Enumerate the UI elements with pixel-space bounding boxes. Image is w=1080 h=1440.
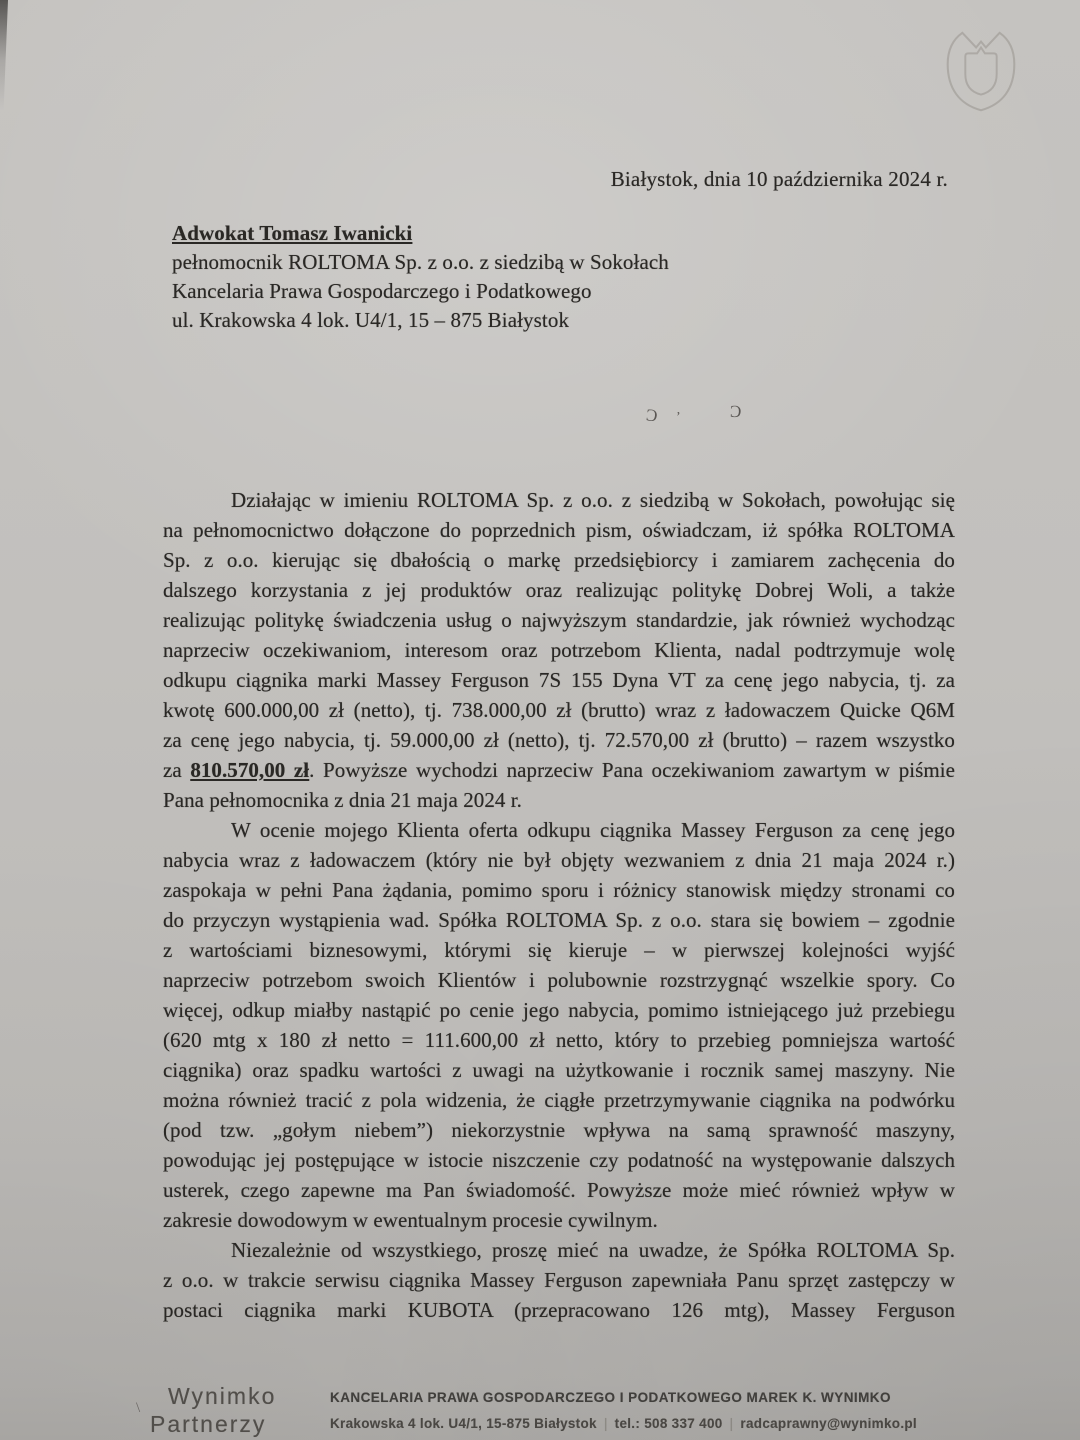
body-line: z o.o. w trakcie serwisu ciągnika Massey Ferguson zapewniała Panu sprzęt zastępczy w: [163, 1268, 955, 1292]
body-line: nabycia wraz z ładowaczem (który nie był objęty wezwaniem z dnia 21 maja 2024 r.): [163, 848, 955, 872]
body-line: realizując politykę świadczenia usług o najwyższym standardzie, jak również wychodząc: [163, 608, 955, 632]
sender-name: Adwokat Tomasz Iwanicki: [172, 221, 413, 245]
body-line: Niezależnie od wszystkiego, proszę mieć na uwadze, że Spółka ROLTOMA Sp.: [231, 1238, 955, 1262]
body-line: W ocenie mojego Klienta oferta odkupu ciągnika Massey Ferguson za cenę jego: [231, 818, 955, 842]
body-line: powodując jej postępujące w istocie niszczenie czy podatność na występowanie dalszych: [163, 1148, 955, 1172]
line-text: za: [163, 758, 191, 782]
body-line: (620 mtg x 180 zł netto = 111.600,00 zł netto, który to przebieg pomniejsza wartość: [163, 1028, 955, 1052]
body-line: naprzeciw oczekiwaniom, interesom oraz potrzebom Klienta, nadal podtrzymuje wolę: [163, 638, 955, 662]
body-line: więcej, odkup miałby nastąpić po cenie jego nabycia, pomimo istniejącego już przebiegu: [163, 998, 955, 1022]
footer-address: Krakowska 4 lok. U4/1, 15-875 Białystok: [330, 1416, 597, 1431]
letter-body: [163, 485, 955, 1325]
stray-print-mark: ’: [676, 410, 681, 425]
body-line: ciągnika) oraz spadku wartości z uwagi na użytkowanie i rocznik samej maszyny. Nie: [163, 1058, 955, 1082]
body-line: dalszego korzystania z jej produktów oraz realizując politykę Dobrej Woli, a także: [163, 578, 955, 602]
footer-firm-name: KANCELARIA PRAWA GOSPODARCZEGO I PODATKOWEGO MAREK K. WYNIMKO: [330, 1390, 891, 1405]
body-line: kwotę 600.000,00 zł (netto), tj. 738.000,00 zł (brutto) wraz z ładowaczem Quicke Q6M: [163, 698, 955, 722]
body-line: (pod tzw. „gołym niebem”) niekorzystnie wpływa na samą sprawność maszyny,: [163, 1118, 955, 1142]
date-place-line: Białystok, dnia 10 października 2024 r.: [610, 167, 948, 191]
body-line: do przyczyn wystąpienia wad. Spółka ROLTOMA Sp. z o.o. stara się bowiem – zgodnie: [163, 908, 955, 932]
scan-edge-shadow: [0, 0, 8, 110]
footer-logo-word-1: Wynimko: [168, 1383, 277, 1409]
body-line: na pełnomocnictwo dołączone do poprzednich pism, oświadczam, iż spółka ROLTOMA: [163, 518, 955, 542]
body-line: z wartościami biznesowymi, którymi się kieruje – w pierwszej kolejności wyjść: [163, 938, 955, 962]
sender-block: [172, 219, 669, 335]
body-line: można również tracić z pola widzenia, że ciągłe przetrzymywanie ciągnika na podwórku: [163, 1088, 955, 1112]
body-line-with-amount: [163, 755, 955, 785]
sender-role: pełnomocnik ROLTOMA Sp. z o.o. z siedzibą w Sokołach: [172, 250, 669, 274]
wynimko-crest-watermark-icon: [932, 26, 1030, 118]
body-line: za cenę jego nabycia, tj. 59.000,00 zł (netto), tj. 72.570,00 zł (brutto) – razem wszystko: [163, 728, 955, 752]
body-line: zakresie dowodowym w ewentualnym procesie cywilnym.: [163, 1208, 658, 1232]
body-line: naprzeciw potrzebom swoich Klientów i polubownie rozstrzygnąć wszelkie spory. Co: [163, 968, 955, 992]
stray-print-mark: \: [136, 1400, 141, 1416]
footer-logo-word-2: Partnerzy: [150, 1411, 267, 1437]
body-line: odkupu ciągnika marki Massey Ferguson 7S 155 Dyna VT za cenę jego nabycia, tj. za: [163, 668, 955, 692]
total-amount-highlight: 810.570,00 zł: [190, 758, 310, 782]
footer-firm-block: [330, 1390, 970, 1432]
body-line: Sp. z o.o. kierując się dbałością o markę przedsiębiorcy i zamiarem zachęcenia do: [163, 548, 955, 572]
footer-contact-line: [330, 1416, 970, 1432]
sender-address: ul. Krakowska 4 lok. U4/1, 15 – 875 Białystok: [172, 308, 570, 332]
body-line: postaci ciągnika marki KUBOTA (przepracowano 126 mtg), Massey Ferguson: [163, 1298, 955, 1322]
sender-office: Kancelaria Prawa Gospodarczego i Podatkowego: [172, 279, 592, 303]
stray-print-mark: Ɔ: [644, 405, 659, 426]
body-line: Pana pełnomocnika z dnia 21 maja 2024 r.: [163, 788, 522, 812]
footer-logo: [150, 1382, 277, 1438]
line-text: . Powyższe wychodzi naprzeciw Pana oczekiwaniom zawartym w piśmie: [309, 758, 955, 782]
body-line: zaspokaja w pełni Pana żądania, pomimo sporu i różnicy stanowisk między stronami co: [163, 878, 955, 902]
footer-email: radcaprawny@wynimko.pl: [740, 1416, 917, 1431]
stray-print-mark: Ɔ: [729, 401, 743, 422]
footer-phone: tel.: 508 337 400: [614, 1416, 723, 1431]
footer-separator: |: [603, 1416, 608, 1431]
footer-separator: |: [729, 1416, 734, 1431]
body-line: Działając w imieniu ROLTOMA Sp. z o.o. z siedzibą w Sokołach, powołując się: [231, 488, 955, 512]
body-line: usterek, czego zapewne ma Pan świadomość. Powyższe może mieć również wpływ w: [163, 1178, 955, 1202]
